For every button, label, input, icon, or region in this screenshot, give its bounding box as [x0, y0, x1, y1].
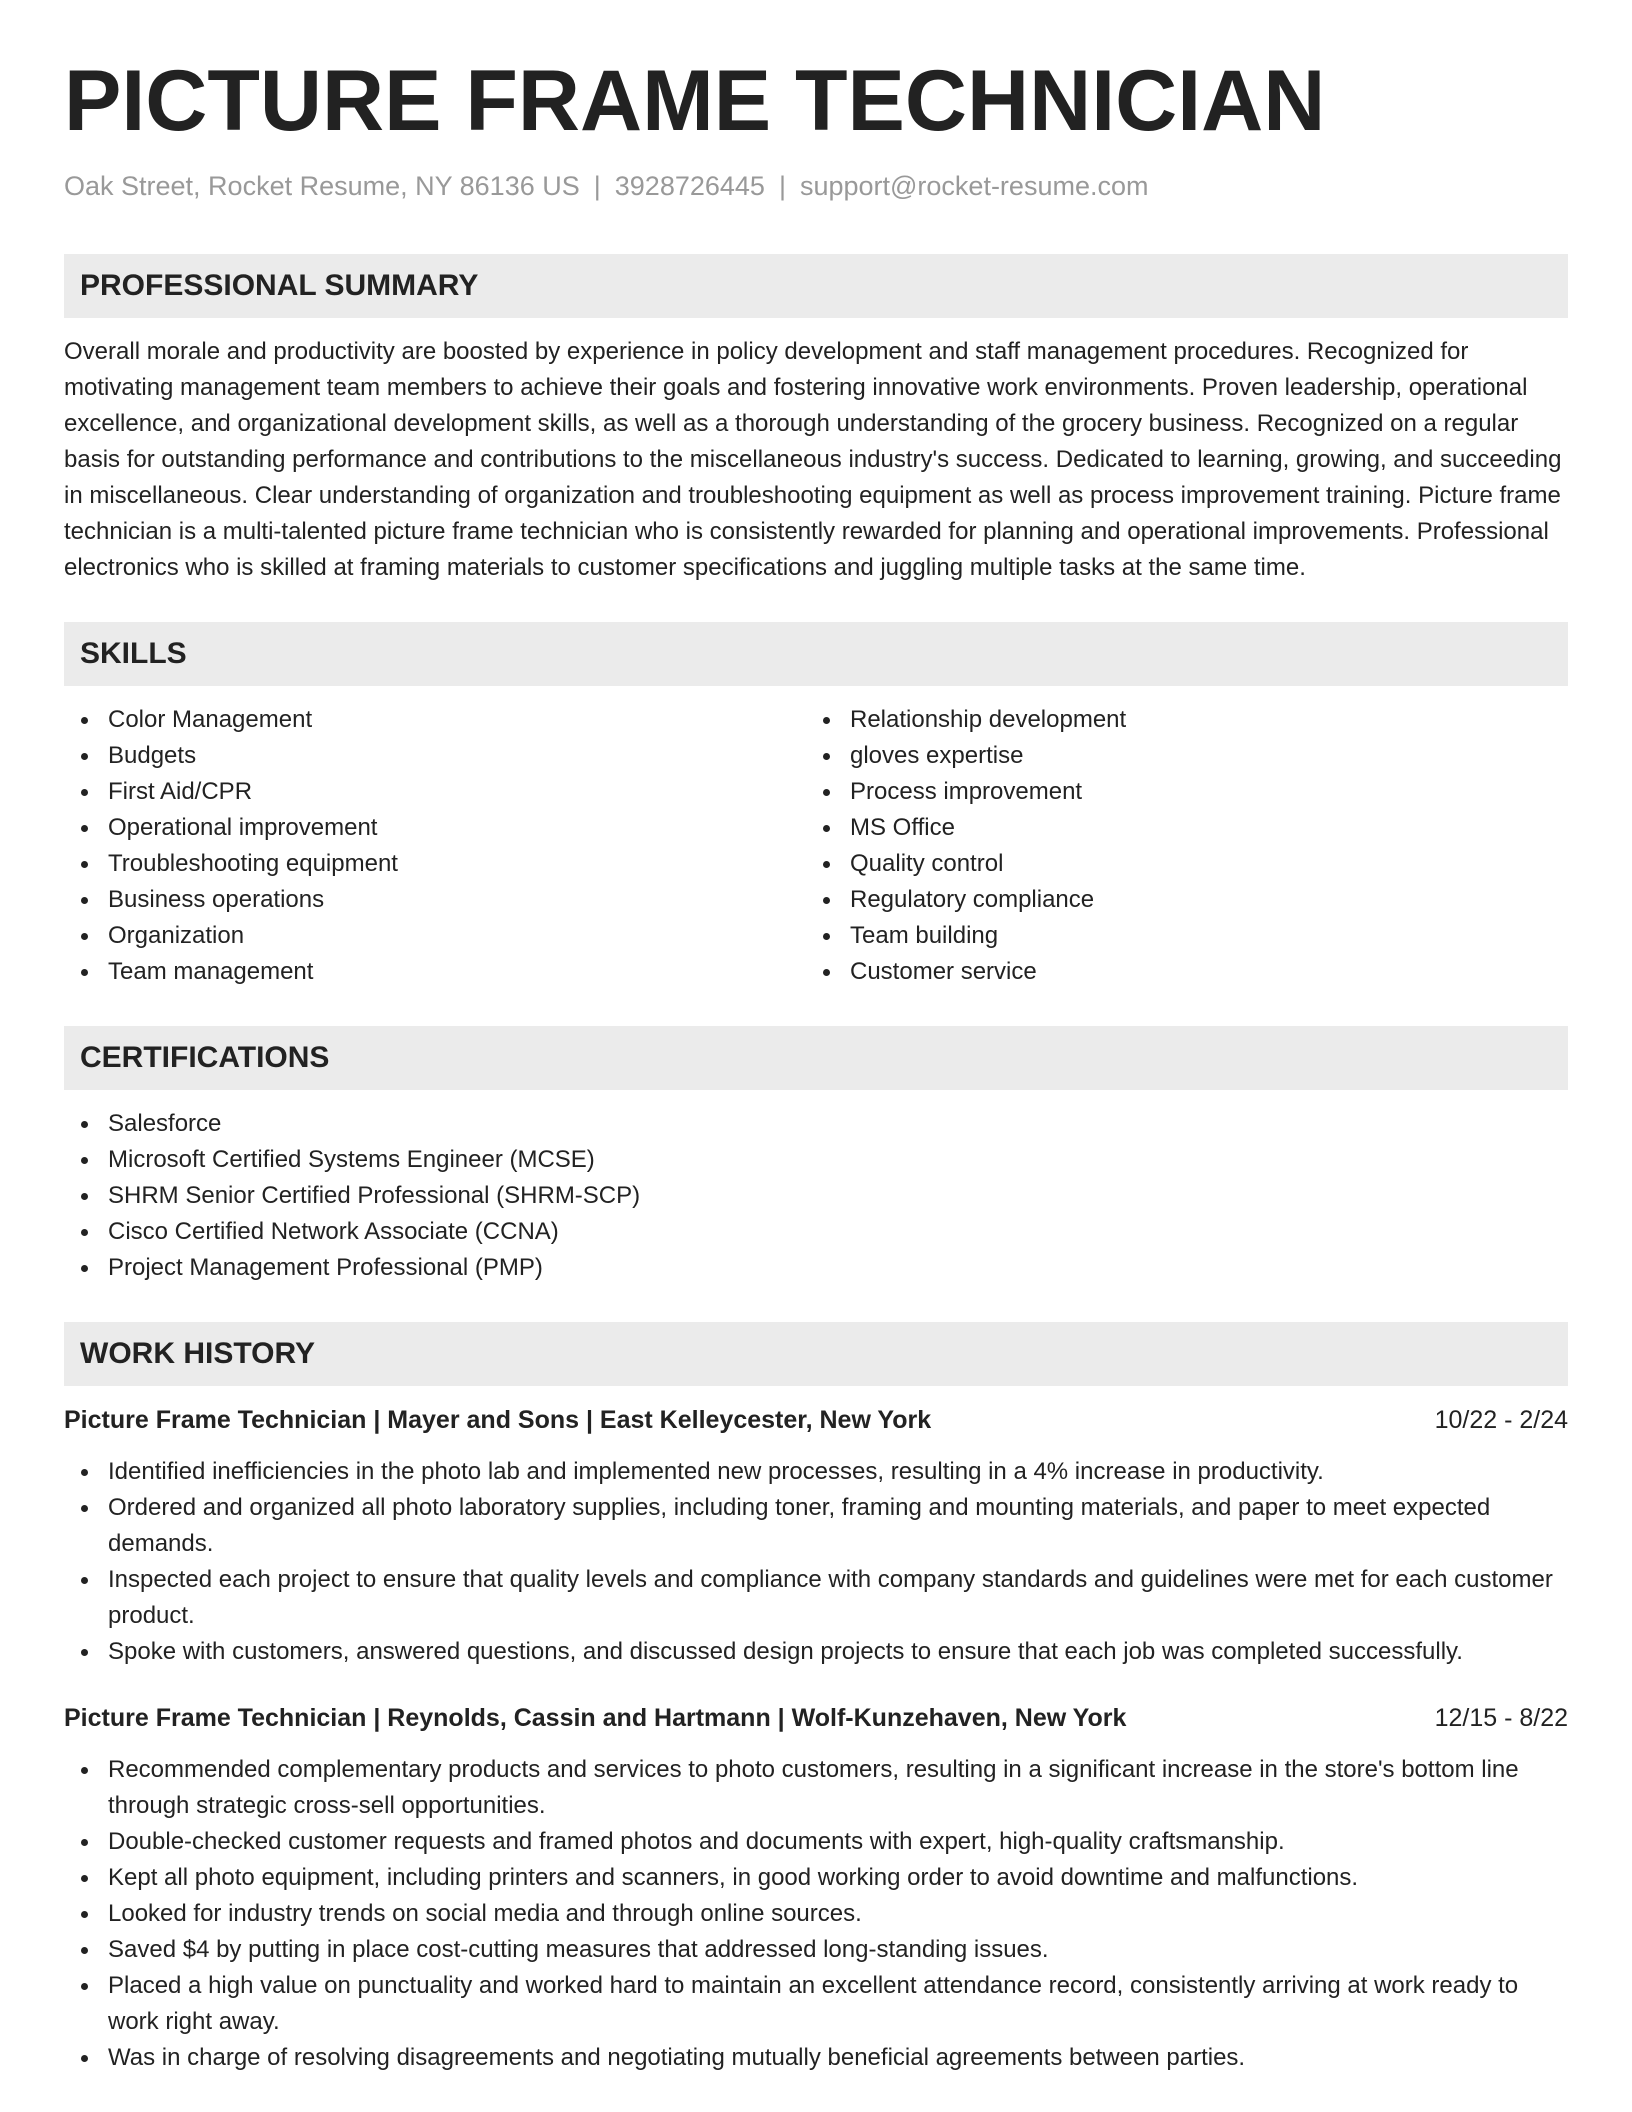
contact-separator: |	[778, 170, 786, 201]
contact-phone: 3928726445	[614, 170, 765, 201]
contact-email: support@rocket-resume.com	[799, 170, 1149, 201]
summary-text: Overall morale and productivity are boosted by experience in policy development and staff management procedures. Recognized for motivating management team members to achieve their goals and fostering innovative work environments. Proven leadership, operational excellence, and organizational development skills, as well as a thorough understanding of the grocery business. Recognized on a regular basis for outstanding performance and contributions to the miscellaneous industry's success. Dedicated to learning, growing, and succeeding in miscellaneous. Clear understanding of organization and troubleshooting equipment as well as process improvement training. Picture frame technician is a multi-talented picture frame technician who is consistently rewarded for planning and operational improvements. Professional electronics who is skilled at framing materials to customer specifications and juggling multiple tasks at the same time.	[64, 337, 1562, 581]
certification-item: Project Management Professional (PMP)	[64, 1250, 1568, 1286]
skill-item: gloves expertise	[806, 738, 1548, 774]
job-entry	[64, 1700, 1568, 2076]
skill-item: First Aid/CPR	[64, 774, 806, 810]
job-bullet: Looked for industry trends on social media and through online sources.	[64, 1896, 1568, 1932]
contact-address: Oak Street, Rocket Resume, NY 86136 US	[64, 170, 580, 201]
contact-separator: |	[593, 170, 601, 201]
skill-item: Team building	[806, 918, 1548, 954]
skill-item: Process improvement	[806, 774, 1548, 810]
job-dates: 12/15 - 8/22	[1434, 1703, 1568, 1732]
skill-item: Team management	[64, 954, 806, 990]
skill-item: Color Management	[64, 702, 806, 738]
job-bullet: Was in charge of resolving disagreements and negotiating mutually beneficial agreements between parties.	[64, 2040, 1568, 2076]
job-bullet: Kept all photo equipment, including printers and scanners, in good working order to avoid downtime and malfunctions.	[64, 1860, 1568, 1896]
certification-item: Microsoft Certified Systems Engineer (MCSE)	[64, 1142, 1568, 1178]
job-dates: 10/22 - 2/24	[1434, 1405, 1568, 1434]
section-title-work-history: WORK HISTORY	[80, 1336, 316, 1370]
job-title: Picture Frame Technician | Reynolds, Cassin and Hartmann | Wolf-Kunzehaven, New York	[64, 1703, 1127, 1732]
job-header	[64, 1402, 1568, 1438]
resume-name: PICTURE FRAME TECHNICIAN	[64, 53, 1326, 149]
section-title-skills: SKILLS	[80, 636, 187, 670]
skill-item: Organization	[64, 918, 806, 954]
job-bullets	[64, 1752, 1568, 2076]
section-title-summary: PROFESSIONAL SUMMARY	[80, 268, 479, 302]
skill-item: Customer service	[806, 954, 1548, 990]
job-bullet: Double-checked customer requests and framed photos and documents with expert, high-quality craftsmanship.	[64, 1824, 1568, 1860]
job-bullet: Ordered and organized all photo laboratory supplies, including toner, framing and mounting materials, and paper to meet expected demands.	[64, 1490, 1568, 1562]
job-title: Picture Frame Technician | Mayer and Sons | East Kelleycester, New York	[64, 1405, 932, 1434]
skill-item: Budgets	[64, 738, 806, 774]
skills-list-right	[806, 702, 1548, 990]
job-header	[64, 1700, 1568, 1736]
job-bullet: Spoke with customers, answered questions, and discussed design projects to ensure that each job was completed successfully.	[64, 1634, 1568, 1670]
section-title-certifications: CERTIFICATIONS	[80, 1040, 330, 1074]
certification-item: Salesforce	[64, 1106, 1568, 1142]
skill-item: Troubleshooting equipment	[64, 846, 806, 882]
certification-item: Cisco Certified Network Associate (CCNA)	[64, 1214, 1568, 1250]
job-bullet: Identified inefficiencies in the photo lab and implemented new processes, resulting in a 4% increase in productivity.	[64, 1454, 1568, 1490]
section-header-summary	[64, 254, 1568, 318]
section-header-work-history	[64, 1322, 1568, 1386]
skill-item: Quality control	[806, 846, 1548, 882]
skill-item: Business operations	[64, 882, 806, 918]
section-header-certifications	[64, 1026, 1568, 1090]
section-header-skills	[64, 622, 1568, 686]
job-bullets	[64, 1454, 1568, 1670]
certifications-list	[64, 1106, 1568, 1286]
skill-item: Regulatory compliance	[806, 882, 1548, 918]
job-bullet: Inspected each project to ensure that quality levels and compliance with company standards and guidelines were met for each customer product.	[64, 1562, 1568, 1634]
skills-list-left	[64, 702, 806, 990]
job-bullet: Placed a high value on punctuality and worked hard to maintain an excellent attendance record, consistently arriving at work ready to work right away.	[64, 1968, 1568, 2040]
contact-line	[64, 169, 1568, 204]
job-bullet: Saved $4 by putting in place cost-cutting measures that addressed long-standing issues.	[64, 1932, 1568, 1968]
skill-item: MS Office	[806, 810, 1548, 846]
certification-item: SHRM Senior Certified Professional (SHRM-SCP)	[64, 1178, 1568, 1214]
skills-grid	[64, 702, 1568, 990]
skill-item: Operational improvement	[64, 810, 806, 846]
job-entry	[64, 1402, 1568, 1670]
skill-item: Relationship development	[806, 702, 1548, 738]
job-bullet: Recommended complementary products and services to photo customers, resulting in a significant increase in the store's bottom line through strategic cross-sell opportunities.	[64, 1752, 1568, 1824]
